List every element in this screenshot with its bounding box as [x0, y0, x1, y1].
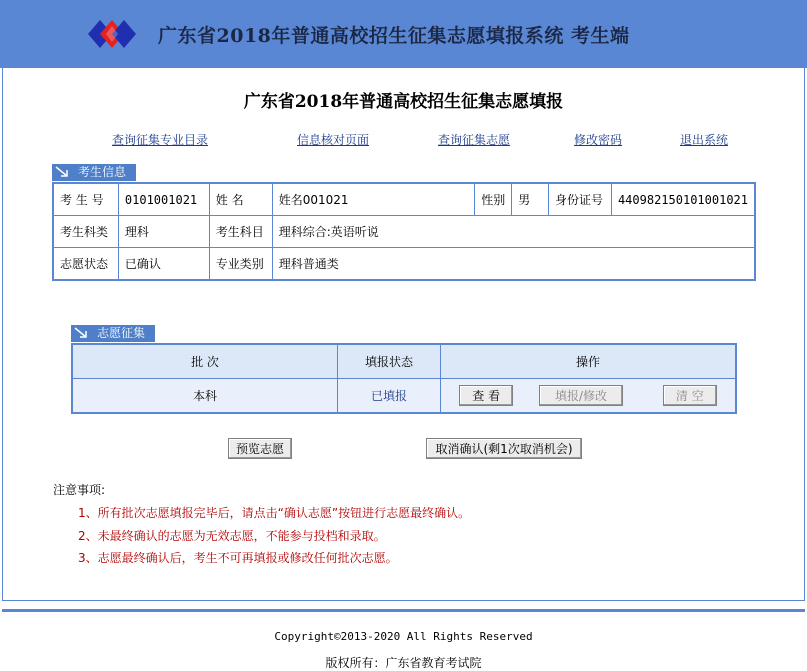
nav-link-query-majors[interactable]: 查询征集专业目录	[112, 133, 209, 147]
note-item-3: 3、志愿最终确认后，考生不可再填报或修改任何批次志愿。	[78, 551, 398, 565]
section-tab-volunteer	[71, 325, 155, 342]
note-item-2: 2、未最终确认的志愿为无效志愿，不能参与投档和录取。	[78, 529, 386, 543]
section-title: 考生信息	[78, 165, 127, 179]
major-type-value: 理科普通类	[272, 248, 755, 281]
exam-no-value: 0101001021	[118, 183, 209, 216]
status-label: 志愿状态	[53, 248, 118, 281]
exam-no-label: 考 生 号	[53, 183, 118, 216]
nav-link-logout[interactable]: 退出系统	[680, 133, 729, 147]
exam-subjects-value: 理科综合:英语听说	[272, 216, 755, 248]
id-value: 440982150101001021	[611, 183, 755, 216]
note-item-1: 1、所有批次志愿填报完毕后，请点击“确认志愿”按钮进行志愿最终确认。	[78, 506, 471, 520]
action-cell	[441, 379, 737, 414]
diamond-logo-icon	[88, 18, 136, 50]
cancel-confirm-button[interactable]: 取消确认(剩1次取消机会)	[426, 438, 582, 459]
nav-link-info-check[interactable]: 信息核对页面	[297, 133, 370, 147]
clear-button[interactable]: 清 空	[663, 385, 717, 406]
col-action-header: 操作	[441, 344, 737, 379]
id-label: 身份证号	[548, 183, 611, 216]
page-title: 广东省2018年普通高校招生征集志愿填报	[243, 92, 564, 112]
col-status-header: 填报状态	[338, 344, 441, 379]
footer-divider	[2, 609, 805, 612]
section-tab-student-info	[52, 164, 136, 181]
notes-title: 注意事项:	[53, 483, 106, 497]
owner-text: 版权所有：广东省教育考试院	[325, 656, 482, 670]
corner-arrow-icon	[74, 327, 88, 339]
nav-link-query-volunteers[interactable]: 查询征集志愿	[438, 133, 511, 147]
status-cell: 已填报	[338, 379, 441, 414]
status-value: 已确认	[118, 248, 209, 281]
batch-cell: 本科	[72, 379, 338, 414]
app-title: 广东省2018年普通高校招生征集志愿填报系统 考生端	[158, 25, 630, 47]
name-label: 姓 名	[209, 183, 272, 216]
gender-value: 男	[512, 183, 549, 216]
table-row	[72, 379, 736, 414]
subject-type-value: 理科	[118, 216, 209, 248]
header-banner	[0, 0, 807, 68]
copyright-text: Copyright©2013-2020 All Rights Reserved	[274, 630, 533, 643]
student-info-table	[52, 182, 756, 281]
nav-link-change-password[interactable]: 修改密码	[574, 133, 623, 147]
exam-subjects-label: 考生科目	[209, 216, 272, 248]
section-title: 志愿征集	[97, 326, 146, 340]
subject-type-label: 考生科类	[53, 216, 118, 248]
major-type-label: 专业类别	[209, 248, 272, 281]
corner-arrow-icon	[55, 166, 69, 178]
view-button[interactable]: 查 看	[459, 385, 513, 406]
preview-button[interactable]: 预览志愿	[228, 438, 292, 459]
volunteer-table	[71, 343, 737, 414]
name-value: 姓名001021	[272, 183, 474, 216]
edit-button[interactable]: 填报/修改	[539, 385, 623, 406]
gender-label: 性别	[475, 183, 512, 216]
col-batch-header: 批 次	[72, 344, 338, 379]
